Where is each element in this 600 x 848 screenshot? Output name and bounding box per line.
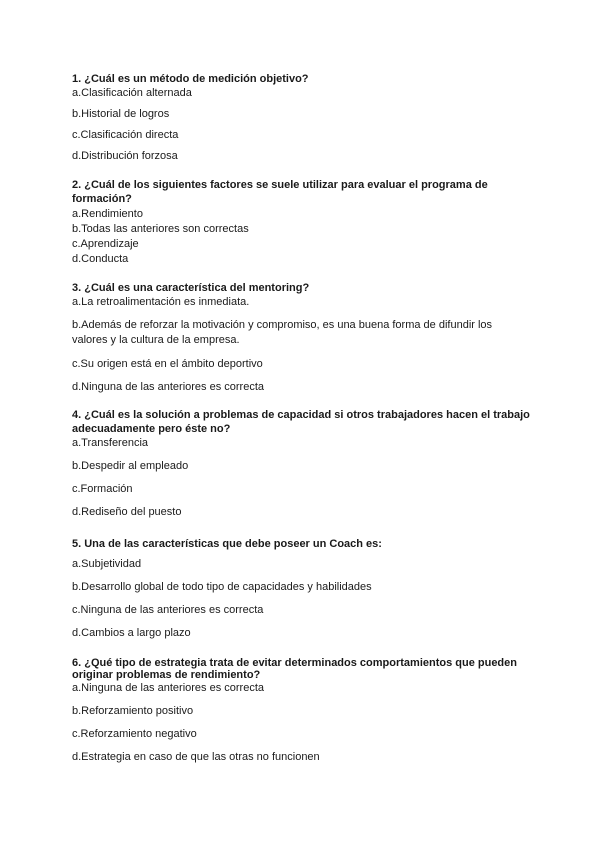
option-c: c.Ninguna de las anteriores es correcta — [72, 604, 264, 616]
question-title: 3. ¿Cuál es una característica del mentoring? — [72, 282, 310, 294]
question-title: 1. ¿Cuál es un método de medición objetivo? — [72, 73, 309, 85]
question-6 — [72, 657, 542, 764]
option-b: b.Despedir al empleado — [72, 460, 189, 472]
option-b: b.Historial de logros — [72, 108, 170, 120]
question-4 — [72, 408, 542, 519]
option-b: b.Todas las anteriores son correctas — [72, 223, 249, 235]
question-title: 2. ¿Cuál de los siguientes factores se suele utilizar para evaluar el programa de formación? — [72, 179, 488, 205]
option-c: c.Reforzamiento negativo — [72, 728, 197, 740]
question-1 — [72, 72, 542, 163]
option-c: c.Aprendizaje — [72, 238, 139, 250]
option-b: b.Además de reforzar la motivación y compromiso, es una buena forma de difundir los valores y la cultura de la empresa. — [72, 319, 493, 346]
question-title: 4. ¿Cuál es la solución a problemas de capacidad si otros trabajadores hacen el trabajo adecuadamente pero éste no? — [72, 409, 530, 435]
option-a: a.Ninguna de las anteriores es correcta — [72, 682, 264, 694]
option-c: c.Su origen está en el ámbito deportivo — [72, 358, 263, 370]
option-d: d.Conducta — [72, 253, 129, 265]
option-b: b.Reforzamiento positivo — [72, 705, 194, 717]
question-title: 6. ¿Qué tipo de estrategia trata de evitar determinados comportamientos que pueden originar problemas de rendimiento? — [72, 657, 517, 681]
question-3 — [72, 281, 542, 394]
question-title: 5. Una de las características que debe poseer un Coach es: — [72, 538, 382, 550]
option-c: c.Formación — [72, 483, 133, 495]
question-2 — [72, 178, 542, 266]
option-d: d.Distribución forzosa — [72, 150, 178, 162]
option-a: a.Subjetividad — [72, 558, 142, 570]
question-5 — [72, 537, 542, 640]
option-a: a.Rendimiento — [72, 208, 143, 220]
option-c: c.Clasificación directa — [72, 129, 179, 141]
option-a: a.Transferencia — [72, 437, 149, 449]
option-a: a.La retroalimentación es inmediata. — [72, 296, 250, 308]
option-d: d.Ninguna de las anteriores es correcta — [72, 381, 264, 393]
option-d: d.Rediseño del puesto — [72, 506, 182, 518]
option-d: d.Estrategia en caso de que las otras no funcionen — [72, 751, 320, 763]
option-b: b.Desarrollo global de todo tipo de capacidades y habilidades — [72, 581, 372, 593]
option-a: a.Clasificación alternada — [72, 87, 192, 99]
option-d: d.Cambios a largo plazo — [72, 627, 191, 639]
